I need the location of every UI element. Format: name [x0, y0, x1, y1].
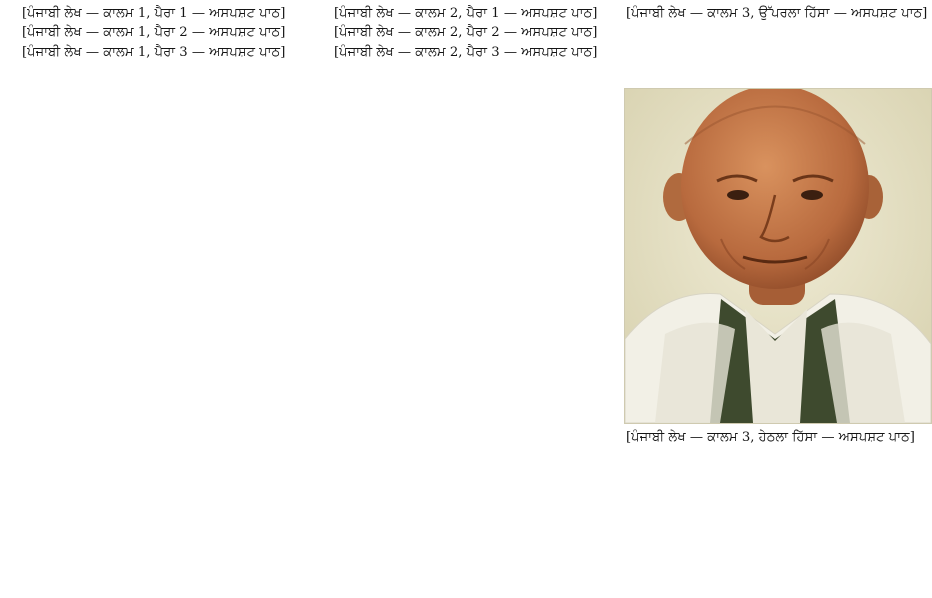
portrait-illustration [625, 89, 931, 423]
article-column-1 [4, 4, 304, 594]
face [681, 89, 869, 289]
article-paragraph: [ਪੰਜਾਬੀ ਲੇਖ — ਕਾਲਮ 3, ਹੇਠਲਾ ਹਿੱਸਾ — ਅਸਪਸ਼ਟ ਪਾਠ] [626, 430, 915, 445]
article-column-3-bottom [626, 428, 928, 594]
article-paragraph: [ਪੰਜਾਬੀ ਲੇਖ — ਕਾਲਮ 1, ਪੈਰਾ 1 — ਅਸਪਸ਼ਟ ਪਾਠ] [22, 6, 286, 21]
article-paragraph: [ਪੰਜਾਬੀ ਲੇਖ — ਕਾਲਮ 1, ਪੈਰਾ 2 — ਅਸਪਸ਼ਟ ਪਾਠ] [22, 25, 286, 41]
article-paragraph: [ਪੰਜਾਬੀ ਲੇਖ — ਕਾਲਮ 2, ਪੈਰਾ 2 — ਅਸਪਸ਼ਟ ਪਾਠ] [334, 25, 598, 41]
right-eye [801, 190, 823, 200]
article-column-2 [316, 4, 614, 594]
article-column-3-top [626, 4, 928, 82]
article-paragraph: [ਪੰਜਾਬੀ ਲੇਖ — ਕਾਲਮ 3, ਉੱਪਰਲਾ ਹਿੱਸਾ — ਅਸਪਸ਼ਟ ਪਾਠ] [626, 6, 928, 21]
article-paragraph: [ਪੰਜਾਬੀ ਲੇਖ — ਕਾਲਮ 1, ਪੈਰਾ 3 — ਅਸਪਸ਼ਟ ਪਾਠ] [22, 44, 286, 60]
article-paragraph: [ਪੰਜਾਬੀ ਲੇਖ — ਕਾਲਮ 2, ਪੈਰਾ 1 — ਅਸਪਸ਼ਟ ਪਾਠ] [334, 6, 598, 21]
portrait-photo [624, 88, 932, 424]
left-eye [727, 190, 749, 200]
article-paragraph: [ਪੰਜਾਬੀ ਲੇਖ — ਕਾਲਮ 2, ਪੈਰਾ 3 — ਅਸਪਸ਼ਟ ਪਾਠ] [334, 44, 598, 60]
